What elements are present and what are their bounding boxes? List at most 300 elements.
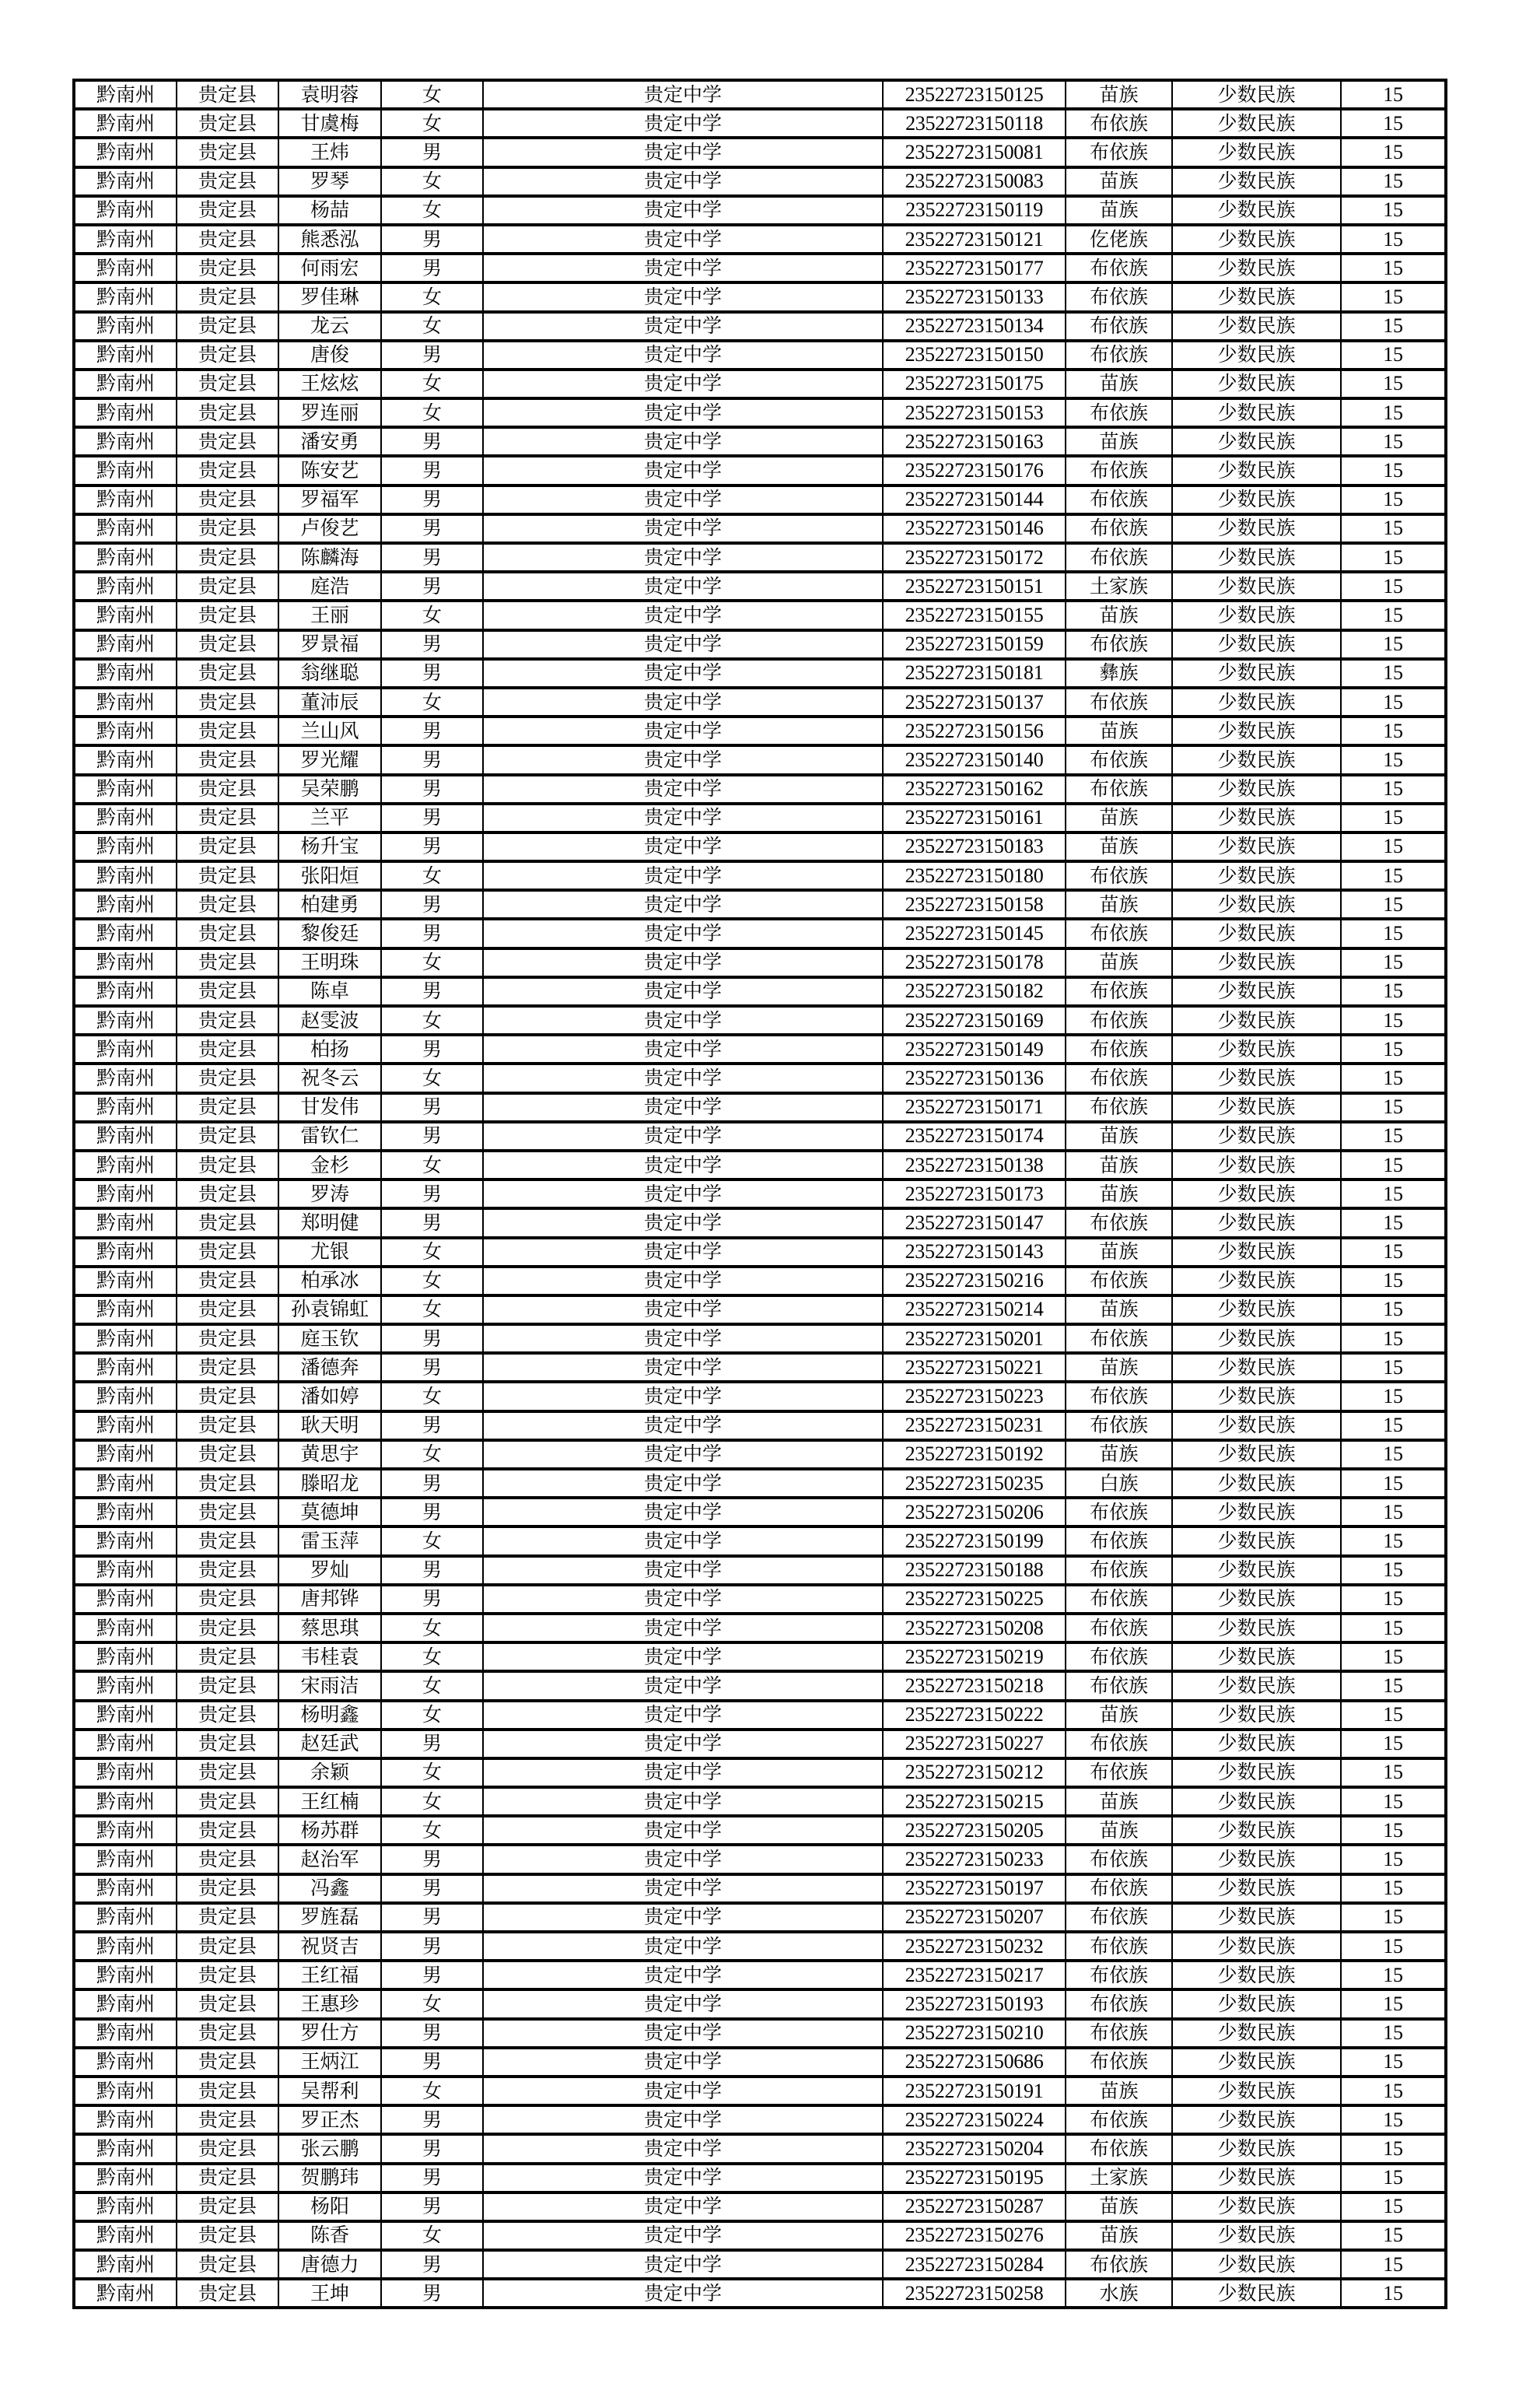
prefecture-cell: 黔南州 — [74, 717, 177, 745]
county-cell: 贵定县 — [177, 1238, 278, 1267]
bonus-points-cell: 15 — [1341, 2250, 1446, 2279]
school-cell: 贵定中学 — [483, 312, 883, 341]
category-cell: 少数民族 — [1172, 1151, 1341, 1179]
school-cell: 贵定中学 — [483, 427, 883, 456]
prefecture-cell: 黔南州 — [74, 398, 177, 427]
name-cell: 陈麟海 — [278, 543, 381, 572]
table-row — [74, 225, 1446, 254]
county-cell: 贵定县 — [177, 601, 278, 629]
county-cell: 贵定县 — [177, 2134, 278, 2163]
name-cell: 蔡思琪 — [278, 1614, 381, 1642]
county-cell: 贵定县 — [177, 2048, 278, 2077]
prefecture-cell: 黔南州 — [74, 1382, 177, 1411]
county-cell: 贵定县 — [177, 1179, 278, 1208]
exam-id-cell: 23522723150183 — [883, 832, 1066, 861]
gender-cell: 男 — [381, 1122, 483, 1151]
school-cell: 贵定中学 — [483, 1324, 883, 1353]
category-cell: 少数民族 — [1172, 977, 1341, 1006]
category-cell: 少数民族 — [1172, 1440, 1341, 1469]
bonus-points-cell: 15 — [1341, 1730, 1446, 1758]
bonus-points-cell: 15 — [1341, 1816, 1446, 1845]
table-row — [74, 514, 1446, 543]
table-row — [74, 919, 1446, 948]
bonus-points-cell: 15 — [1341, 688, 1446, 717]
ethnicity-cell: 布依族 — [1066, 977, 1172, 1006]
prefecture-cell: 黔南州 — [74, 948, 177, 977]
school-cell: 贵定中学 — [483, 1208, 883, 1237]
ethnicity-cell: 布依族 — [1066, 1556, 1172, 1585]
ethnicity-cell: 布依族 — [1066, 861, 1172, 890]
county-cell: 贵定县 — [177, 1151, 278, 1179]
county-cell: 贵定县 — [177, 1498, 278, 1526]
school-cell: 贵定中学 — [483, 1122, 883, 1151]
prefecture-cell: 黔南州 — [74, 370, 177, 398]
gender-cell: 女 — [381, 1526, 483, 1555]
category-cell: 少数民族 — [1172, 1353, 1341, 1382]
name-cell: 杨苏群 — [278, 1816, 381, 1845]
name-cell: 卢俊艺 — [278, 514, 381, 543]
table-row — [74, 1932, 1446, 1961]
category-cell: 少数民族 — [1172, 2221, 1341, 2250]
gender-cell: 男 — [381, 919, 483, 948]
exam-id-cell: 23522723150156 — [883, 717, 1066, 745]
ethnicity-cell: 苗族 — [1066, 1787, 1172, 1816]
ethnicity-cell: 布依族 — [1066, 485, 1172, 514]
county-cell: 贵定县 — [177, 370, 278, 398]
gender-cell: 女 — [381, 1614, 483, 1642]
name-cell: 陈香 — [278, 2221, 381, 2250]
school-cell: 贵定中学 — [483, 804, 883, 832]
table-row — [74, 804, 1446, 832]
exam-id-cell: 23522723150205 — [883, 1816, 1066, 1845]
ethnicity-cell: 布依族 — [1066, 456, 1172, 485]
bonus-points-cell: 15 — [1341, 1758, 1446, 1787]
county-cell: 贵定县 — [177, 745, 278, 774]
category-cell: 少数民族 — [1172, 1730, 1341, 1758]
gender-cell: 女 — [381, 167, 483, 196]
ethnicity-cell: 布依族 — [1066, 2134, 1172, 2163]
table-row — [74, 1469, 1446, 1498]
name-cell: 杨明鑫 — [278, 1701, 381, 1730]
table-row — [74, 2192, 1446, 2221]
exam-id-cell: 23522723150210 — [883, 2019, 1066, 2048]
prefecture-cell: 黔南州 — [74, 2019, 177, 2048]
bonus-points-cell: 15 — [1341, 1208, 1446, 1237]
school-cell: 贵定中学 — [483, 80, 883, 109]
table-row — [74, 659, 1446, 688]
school-cell: 贵定中学 — [483, 1295, 883, 1324]
ethnicity-cell: 苗族 — [1066, 1440, 1172, 1469]
exam-id-cell: 23522723150195 — [883, 2164, 1066, 2192]
prefecture-cell: 黔南州 — [74, 1845, 177, 1873]
name-cell: 熊悉泓 — [278, 225, 381, 254]
category-cell: 少数民族 — [1172, 1556, 1341, 1585]
gender-cell: 女 — [381, 109, 483, 138]
bonus-points-cell: 15 — [1341, 948, 1446, 977]
exam-id-cell: 23522723150216 — [883, 1267, 1066, 1295]
prefecture-cell: 黔南州 — [74, 1816, 177, 1845]
gender-cell: 女 — [381, 1816, 483, 1845]
bonus-points-cell: 15 — [1341, 167, 1446, 196]
table-row — [74, 1874, 1446, 1903]
category-cell: 少数民族 — [1172, 1787, 1341, 1816]
exam-id-cell: 23522723150192 — [883, 1440, 1066, 1469]
table-row — [74, 1701, 1446, 1730]
prefecture-cell: 黔南州 — [74, 1874, 177, 1903]
ethnicity-cell: 布依族 — [1066, 775, 1172, 804]
prefecture-cell: 黔南州 — [74, 1758, 177, 1787]
prefecture-cell: 黔南州 — [74, 2250, 177, 2279]
gender-cell: 男 — [381, 456, 483, 485]
ethnicity-cell: 苗族 — [1066, 1701, 1172, 1730]
exam-id-cell: 23522723150182 — [883, 977, 1066, 1006]
ethnicity-cell: 布依族 — [1066, 1382, 1172, 1411]
prefecture-cell: 黔南州 — [74, 485, 177, 514]
county-cell: 贵定县 — [177, 1267, 278, 1295]
school-cell: 贵定中学 — [483, 1874, 883, 1903]
exam-id-cell: 23522723150181 — [883, 659, 1066, 688]
school-cell: 贵定中学 — [483, 1730, 883, 1758]
gender-cell: 男 — [381, 485, 483, 514]
name-cell: 甘发伟 — [278, 1093, 381, 1122]
ethnicity-cell: 布依族 — [1066, 1208, 1172, 1237]
ethnicity-cell: 布依族 — [1066, 1730, 1172, 1758]
prefecture-cell: 黔南州 — [74, 2279, 177, 2308]
name-cell: 罗正杰 — [278, 2105, 381, 2134]
county-cell: 贵定县 — [177, 1989, 278, 2018]
category-cell: 少数民族 — [1172, 427, 1341, 456]
exam-id-cell: 23522723150227 — [883, 1730, 1066, 1758]
prefecture-cell: 黔南州 — [74, 1353, 177, 1382]
bonus-points-cell: 15 — [1341, 572, 1446, 601]
category-cell: 少数民族 — [1172, 1989, 1341, 2018]
school-cell: 贵定中学 — [483, 370, 883, 398]
ethnicity-cell: 苗族 — [1066, 601, 1172, 629]
exam-id-cell: 23522723150133 — [883, 282, 1066, 311]
exam-id-cell: 23522723150218 — [883, 1671, 1066, 1700]
gender-cell: 男 — [381, 2164, 483, 2192]
bonus-points-cell: 15 — [1341, 1179, 1446, 1208]
name-cell: 柏建勇 — [278, 890, 381, 919]
gender-cell: 女 — [381, 1151, 483, 1179]
ethnicity-cell: 布依族 — [1066, 1498, 1172, 1526]
county-cell: 贵定县 — [177, 80, 278, 109]
category-cell: 少数民族 — [1172, 1382, 1341, 1411]
prefecture-cell: 黔南州 — [74, 1411, 177, 1440]
category-cell: 少数民族 — [1172, 832, 1341, 861]
county-cell: 贵定县 — [177, 977, 278, 1006]
bonus-points-cell: 15 — [1341, 1411, 1446, 1440]
prefecture-cell: 黔南州 — [74, 2192, 177, 2221]
county-cell: 贵定县 — [177, 1903, 278, 1932]
prefecture-cell: 黔南州 — [74, 1701, 177, 1730]
prefecture-cell: 黔南州 — [74, 312, 177, 341]
gender-cell: 女 — [381, 1989, 483, 2018]
category-cell: 少数民族 — [1172, 948, 1341, 977]
exam-id-cell: 23522723150176 — [883, 456, 1066, 485]
gender-cell: 女 — [381, 1238, 483, 1267]
bonus-points-cell: 15 — [1341, 2279, 1446, 2308]
prefecture-cell: 黔南州 — [74, 225, 177, 254]
exam-id-cell: 23522723150215 — [883, 1787, 1066, 1816]
ethnicity-cell: 布依族 — [1066, 1267, 1172, 1295]
name-cell: 董沛辰 — [278, 688, 381, 717]
ethnicity-cell: 苗族 — [1066, 1295, 1172, 1324]
county-cell: 贵定县 — [177, 630, 278, 659]
gender-cell: 男 — [381, 341, 483, 370]
bonus-points-cell: 15 — [1341, 717, 1446, 745]
category-cell: 少数民族 — [1172, 225, 1341, 254]
school-cell: 贵定中学 — [483, 1903, 883, 1932]
ethnicity-cell: 布依族 — [1066, 1064, 1172, 1092]
category-cell: 少数民族 — [1172, 2077, 1341, 2105]
school-cell: 贵定中学 — [483, 1585, 883, 1614]
ethnicity-cell: 苗族 — [1066, 1238, 1172, 1267]
ethnicity-cell: 布依族 — [1066, 2048, 1172, 2077]
prefecture-cell: 黔南州 — [74, 167, 177, 196]
table-row — [74, 1324, 1446, 1353]
category-cell: 少数民族 — [1172, 1526, 1341, 1555]
table-row — [74, 543, 1446, 572]
exam-id-cell: 23522723150119 — [883, 196, 1066, 225]
name-cell: 罗涛 — [278, 1179, 381, 1208]
exam-id-cell: 23522723150155 — [883, 601, 1066, 629]
school-cell: 贵定中学 — [483, 2134, 883, 2163]
prefecture-cell: 黔南州 — [74, 254, 177, 282]
category-cell: 少数民族 — [1172, 341, 1341, 370]
name-cell: 王红楠 — [278, 1787, 381, 1816]
gender-cell: 男 — [381, 1411, 483, 1440]
prefecture-cell: 黔南州 — [74, 572, 177, 601]
ethnicity-cell: 布依族 — [1066, 1585, 1172, 1614]
name-cell: 罗佳琳 — [278, 282, 381, 311]
ethnicity-cell: 布依族 — [1066, 1642, 1172, 1671]
ethnicity-cell: 布依族 — [1066, 1006, 1172, 1035]
exam-id-cell: 23522723150159 — [883, 630, 1066, 659]
prefecture-cell: 黔南州 — [74, 1903, 177, 1932]
name-cell: 潘安勇 — [278, 427, 381, 456]
category-cell: 少数民族 — [1172, 2250, 1341, 2279]
exam-id-cell: 23522723150231 — [883, 1411, 1066, 1440]
school-cell: 贵定中学 — [483, 2077, 883, 2105]
exam-id-cell: 23522723150134 — [883, 312, 1066, 341]
school-cell: 贵定中学 — [483, 2164, 883, 2192]
bonus-points-cell: 15 — [1341, 80, 1446, 109]
county-cell: 贵定县 — [177, 1064, 278, 1092]
school-cell: 贵定中学 — [483, 572, 883, 601]
prefecture-cell: 黔南州 — [74, 1122, 177, 1151]
bonus-points-cell: 15 — [1341, 1122, 1446, 1151]
ethnicity-cell: 苗族 — [1066, 890, 1172, 919]
bonus-points-cell: 15 — [1341, 977, 1446, 1006]
exam-id-cell: 23522723150197 — [883, 1874, 1066, 1903]
bonus-points-cell: 15 — [1341, 2048, 1446, 2077]
bonus-points-cell: 15 — [1341, 919, 1446, 948]
ethnicity-cell: 布依族 — [1066, 2105, 1172, 2134]
name-cell: 兰平 — [278, 804, 381, 832]
county-cell: 贵定县 — [177, 2250, 278, 2279]
name-cell: 柏扬 — [278, 1035, 381, 1064]
category-cell: 少数民族 — [1172, 1035, 1341, 1064]
bonus-points-cell: 15 — [1341, 398, 1446, 427]
gender-cell: 男 — [381, 659, 483, 688]
prefecture-cell: 黔南州 — [74, 861, 177, 890]
table-row — [74, 1440, 1446, 1469]
school-cell: 贵定中学 — [483, 977, 883, 1006]
table-row — [74, 2250, 1446, 2279]
category-cell: 少数民族 — [1172, 717, 1341, 745]
name-cell: 张云鹏 — [278, 2134, 381, 2163]
bonus-points-cell: 15 — [1341, 1642, 1446, 1671]
bonus-points-cell: 15 — [1341, 1151, 1446, 1179]
exam-id-cell: 23522723150083 — [883, 167, 1066, 196]
exam-id-cell: 23522723150217 — [883, 1961, 1066, 1989]
gender-cell: 女 — [381, 2077, 483, 2105]
exam-id-cell: 23522723150199 — [883, 1526, 1066, 1555]
bonus-points-cell: 15 — [1341, 514, 1446, 543]
exam-id-cell: 23522723150224 — [883, 2105, 1066, 2134]
bonus-points-cell: 15 — [1341, 485, 1446, 514]
ethnicity-cell: 仡佬族 — [1066, 225, 1172, 254]
county-cell: 贵定县 — [177, 138, 278, 166]
table-row — [74, 1064, 1446, 1092]
table-row — [74, 2048, 1446, 2077]
gender-cell: 女 — [381, 1642, 483, 1671]
prefecture-cell: 黔南州 — [74, 1526, 177, 1555]
gender-cell: 男 — [381, 1324, 483, 1353]
name-cell: 兰山风 — [278, 717, 381, 745]
category-cell: 少数民族 — [1172, 919, 1341, 948]
ethnicity-cell: 布依族 — [1066, 919, 1172, 948]
exam-id-cell: 23522723150212 — [883, 1758, 1066, 1787]
bonus-points-cell: 15 — [1341, 370, 1446, 398]
county-cell: 贵定县 — [177, 1671, 278, 1700]
prefecture-cell: 黔南州 — [74, 2105, 177, 2134]
gender-cell: 男 — [381, 2134, 483, 2163]
table-row — [74, 572, 1446, 601]
gender-cell: 男 — [381, 1208, 483, 1237]
bonus-points-cell: 15 — [1341, 1295, 1446, 1324]
category-cell: 少数民族 — [1172, 890, 1341, 919]
category-cell: 少数民族 — [1172, 1267, 1341, 1295]
category-cell: 少数民族 — [1172, 254, 1341, 282]
category-cell: 少数民族 — [1172, 138, 1341, 166]
table-row — [74, 2019, 1446, 2048]
name-cell: 王炳江 — [278, 2048, 381, 2077]
table-row — [74, 138, 1446, 166]
school-cell: 贵定中学 — [483, 138, 883, 166]
prefecture-cell: 黔南州 — [74, 1614, 177, 1642]
school-cell: 贵定中学 — [483, 1642, 883, 1671]
bonus-points-cell: 15 — [1341, 1961, 1446, 1989]
category-cell: 少数民族 — [1172, 370, 1341, 398]
county-cell: 贵定县 — [177, 2105, 278, 2134]
ethnicity-cell: 布依族 — [1066, 109, 1172, 138]
gender-cell: 男 — [381, 2250, 483, 2279]
name-cell: 柏承冰 — [278, 1267, 381, 1295]
county-cell: 贵定县 — [177, 1353, 278, 1382]
exam-id-cell: 23522723150158 — [883, 890, 1066, 919]
exam-id-cell: 23522723150151 — [883, 572, 1066, 601]
ethnicity-cell: 苗族 — [1066, 948, 1172, 977]
name-cell: 罗连丽 — [278, 398, 381, 427]
county-cell: 贵定县 — [177, 167, 278, 196]
prefecture-cell: 黔南州 — [74, 1151, 177, 1179]
prefecture-cell: 黔南州 — [74, 1324, 177, 1353]
category-cell: 少数民族 — [1172, 1295, 1341, 1324]
table-row — [74, 948, 1446, 977]
gender-cell: 男 — [381, 1874, 483, 1903]
table-row — [74, 890, 1446, 919]
name-cell: 莫德坤 — [278, 1498, 381, 1526]
county-cell: 贵定县 — [177, 1208, 278, 1237]
exam-id-cell: 23522723150188 — [883, 1556, 1066, 1585]
name-cell: 张阳烜 — [278, 861, 381, 890]
category-cell: 少数民族 — [1172, 1961, 1341, 1989]
ethnicity-cell: 布依族 — [1066, 630, 1172, 659]
table-row — [74, 398, 1446, 427]
name-cell: 罗景福 — [278, 630, 381, 659]
ethnicity-cell: 水族 — [1066, 2279, 1172, 2308]
ethnicity-cell: 布依族 — [1066, 1758, 1172, 1787]
category-cell: 少数民族 — [1172, 2105, 1341, 2134]
prefecture-cell: 黔南州 — [74, 601, 177, 629]
bonus-points-cell: 15 — [1341, 1498, 1446, 1526]
prefecture-cell: 黔南州 — [74, 1730, 177, 1758]
table-row — [74, 1903, 1446, 1932]
category-cell: 少数民族 — [1172, 1411, 1341, 1440]
school-cell: 贵定中学 — [483, 196, 883, 225]
gender-cell: 男 — [381, 890, 483, 919]
ethnicity-cell: 苗族 — [1066, 2221, 1172, 2250]
county-cell: 贵定县 — [177, 717, 278, 745]
exam-id-cell: 23522723150081 — [883, 138, 1066, 166]
bonus-points-cell: 15 — [1341, 1932, 1446, 1961]
school-cell: 贵定中学 — [483, 1064, 883, 1092]
bonus-points-cell: 15 — [1341, 1324, 1446, 1353]
prefecture-cell: 黔南州 — [74, 804, 177, 832]
county-cell: 贵定县 — [177, 225, 278, 254]
name-cell: 吴帮利 — [278, 2077, 381, 2105]
table-row — [74, 630, 1446, 659]
bonus-points-cell: 15 — [1341, 1701, 1446, 1730]
table-row — [74, 370, 1446, 398]
exam-id-cell: 23522723150178 — [883, 948, 1066, 977]
school-cell: 贵定中学 — [483, 2019, 883, 2048]
prefecture-cell: 黔南州 — [74, 977, 177, 1006]
table-row — [74, 80, 1446, 109]
school-cell: 贵定中学 — [483, 1614, 883, 1642]
ethnicity-cell: 苗族 — [1066, 804, 1172, 832]
bonus-points-cell: 15 — [1341, 832, 1446, 861]
name-cell: 罗琴 — [278, 167, 381, 196]
school-cell: 贵定中学 — [483, 775, 883, 804]
bonus-points-cell: 15 — [1341, 1614, 1446, 1642]
category-cell: 少数民族 — [1172, 2048, 1341, 2077]
name-cell: 陈安艺 — [278, 456, 381, 485]
county-cell: 贵定县 — [177, 1585, 278, 1614]
name-cell: 罗光耀 — [278, 745, 381, 774]
county-cell: 贵定县 — [177, 2192, 278, 2221]
county-cell: 贵定县 — [177, 1614, 278, 1642]
gender-cell: 男 — [381, 1353, 483, 1382]
school-cell: 贵定中学 — [483, 225, 883, 254]
gender-cell: 男 — [381, 717, 483, 745]
table-row — [74, 456, 1446, 485]
gender-cell: 男 — [381, 832, 483, 861]
bonus-points-cell: 15 — [1341, 1469, 1446, 1498]
category-cell: 少数民族 — [1172, 1469, 1341, 1498]
